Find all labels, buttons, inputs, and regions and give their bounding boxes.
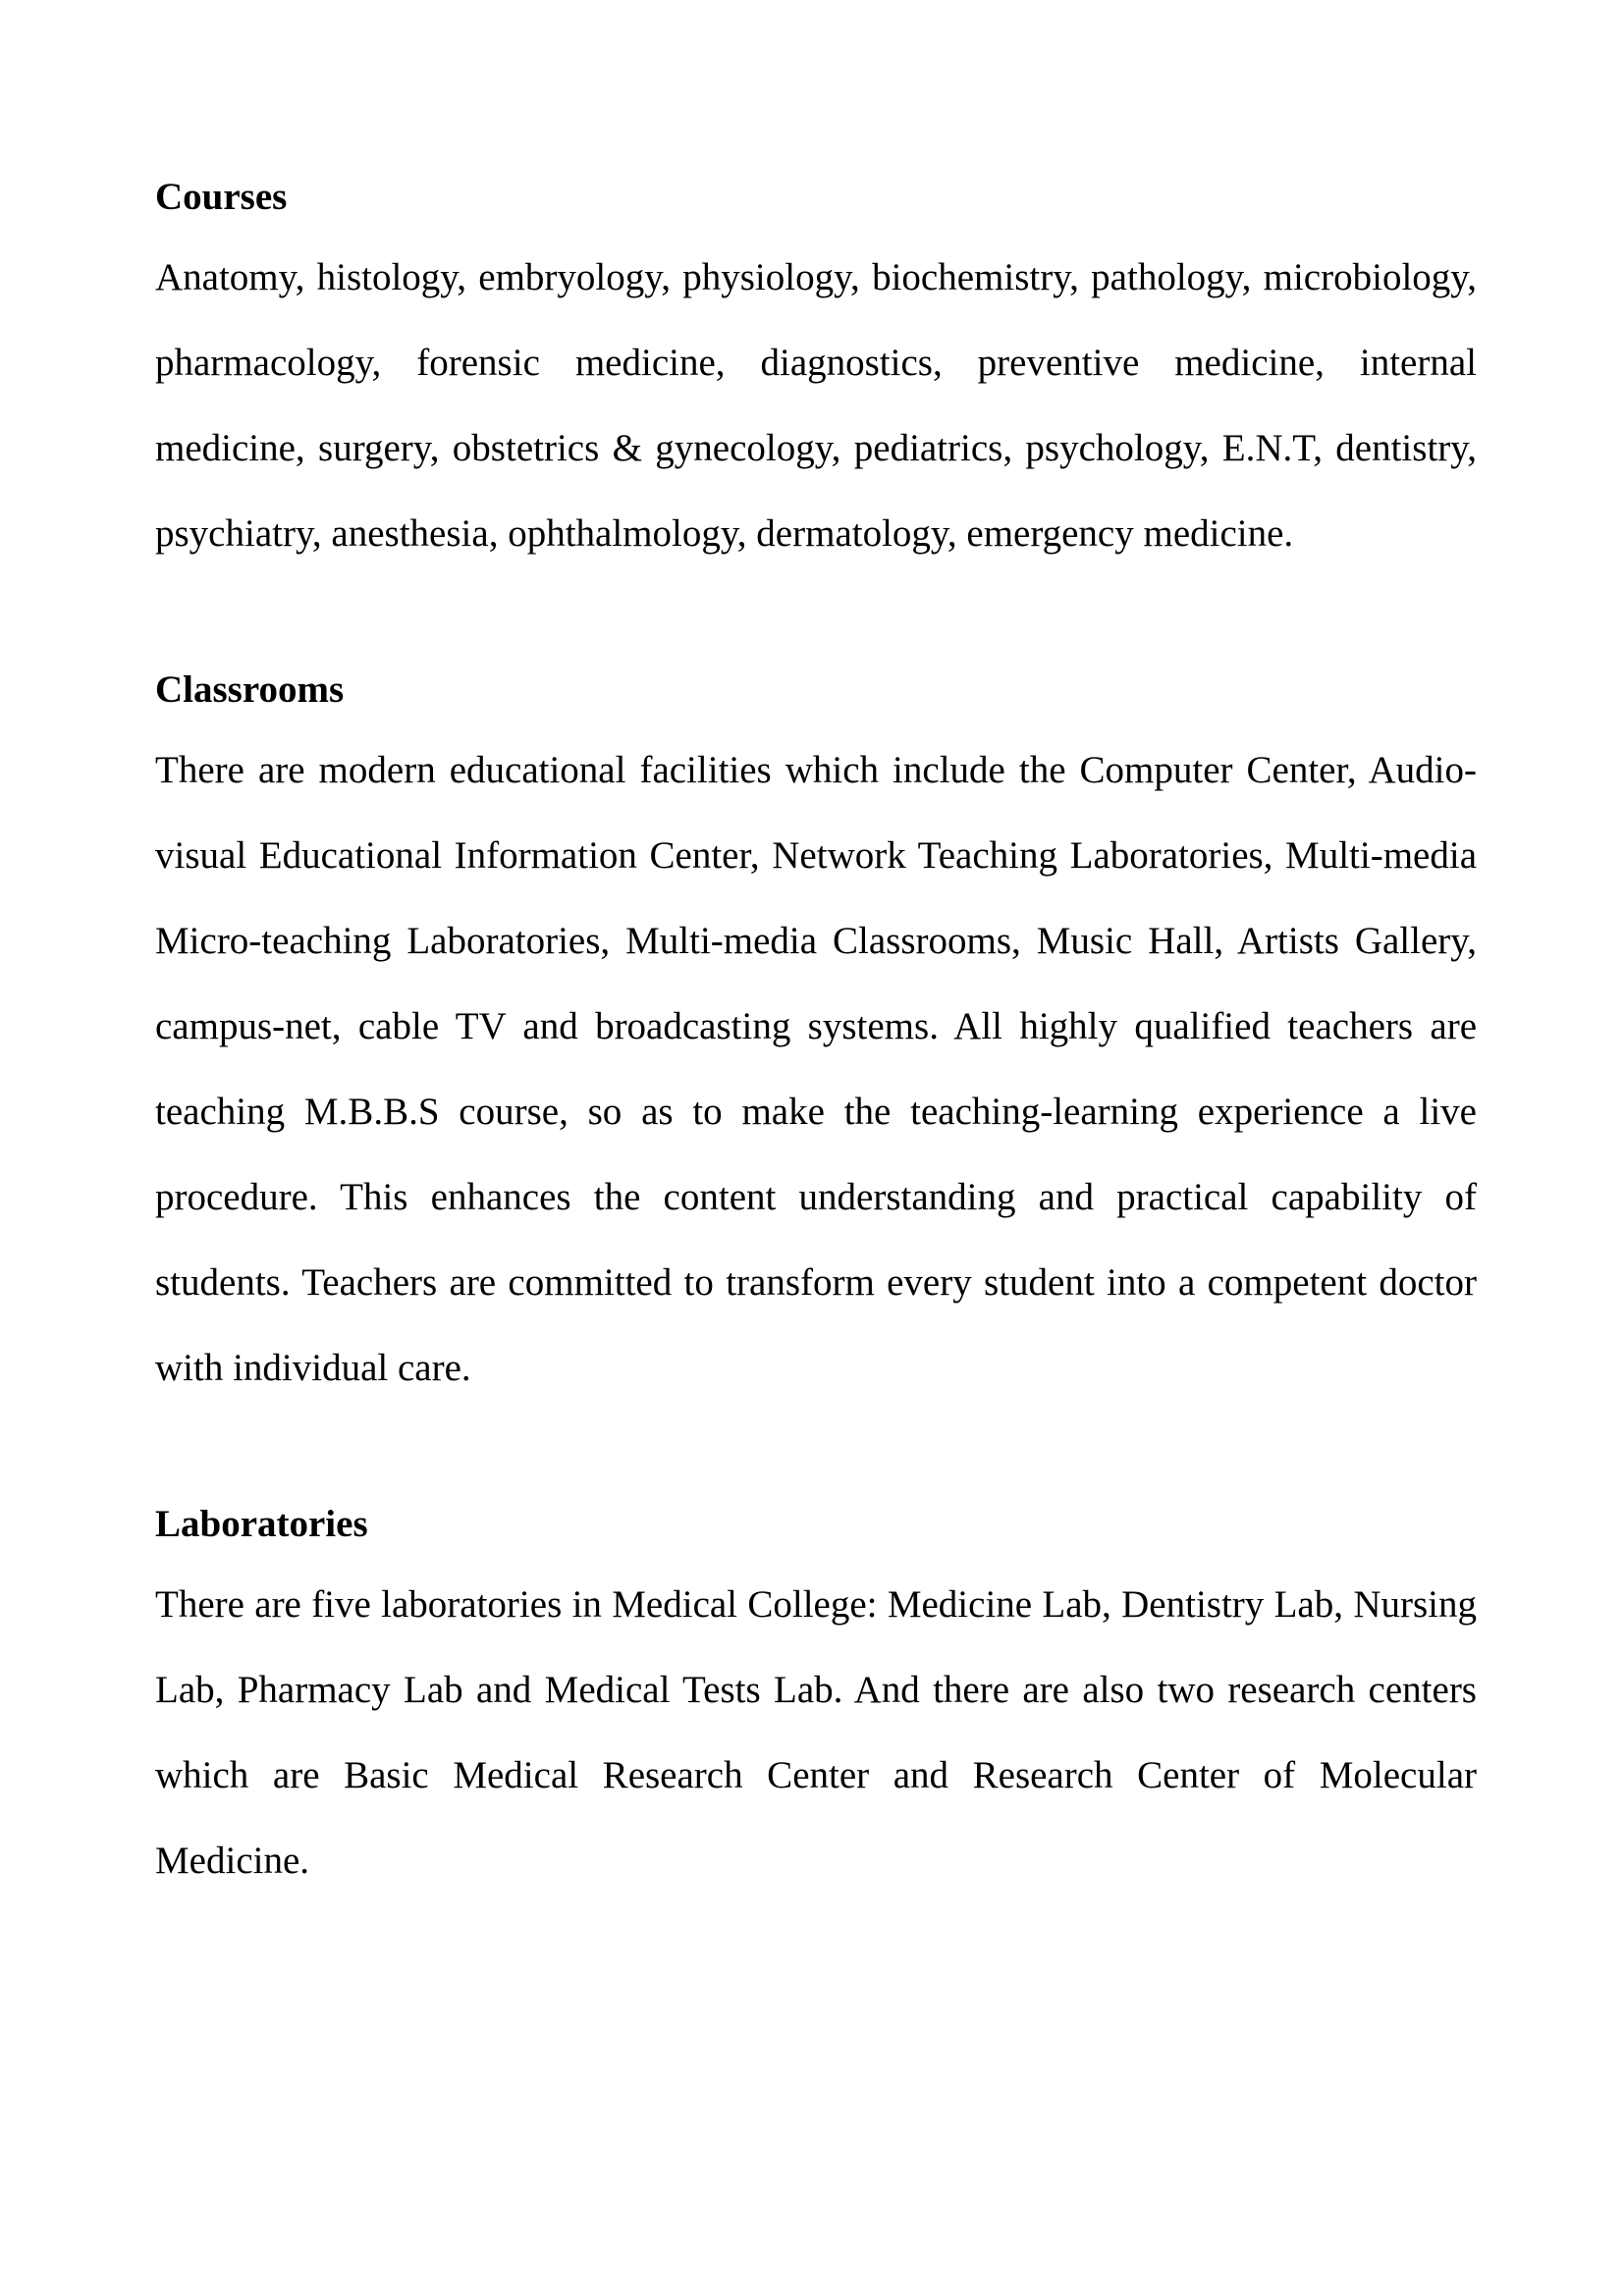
section-body-classrooms: There are modern educational facilities which include the Computer Center, Audio-visual Educational Information Center, Network Teaching Laboratories, Multi-media Micro-teaching Laboratories, Multi-media Classrooms, Music Hall, Artists Gallery, campus-net, cable TV and broadcasting systems. All highly qualified teachers are teaching M.B.B.S course, so as to make the teaching-learning experience a live procedure. This enhances the content understanding and practical capability of students. Teachers are committed to transform every student into a competent doctor with individual care. xyxy=(155,749,1477,1389)
section-heading-courses: Courses xyxy=(155,176,288,218)
section-body-courses: Anatomy, histology, embryology, physiology, biochemistry, pathology, microbiology, pharmacology, forensic medicine, diagnostics, preventive medicine, internal medicine, surgery, obstetrics & gynecology, pediatrics, psychology, E.N.T, dentistry, psychiatry, anesthesia, ophthalmology, dermatology, emergency medicine. xyxy=(155,256,1477,555)
section-laboratories xyxy=(155,1496,1477,1903)
document-content xyxy=(155,169,1477,1989)
section-body-laboratories: There are five laboratories in Medical College: Medicine Lab, Dentistry Lab, Nursing Lab, Pharmacy Lab and Medical Tests Lab. And there are also two research centers which are Basic Medical Research Center and Research Center of Molecular Medicine. xyxy=(155,1583,1477,1882)
section-heading-laboratories: Laboratories xyxy=(155,1503,368,1545)
section-courses xyxy=(155,169,1477,576)
section-classrooms xyxy=(155,662,1477,1411)
section-heading-classrooms: Classrooms xyxy=(155,668,345,711)
